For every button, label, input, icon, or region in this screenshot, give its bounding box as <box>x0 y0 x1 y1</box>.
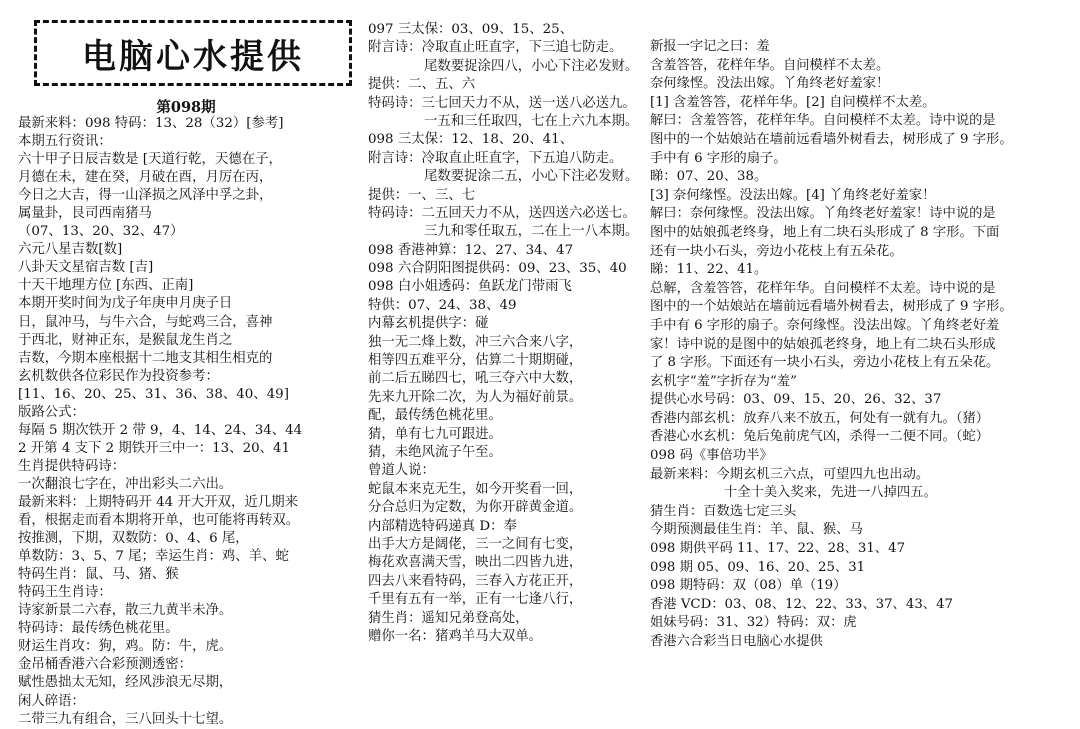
page-title: 电脑心水提供 <box>82 36 304 77</box>
column1-line: 赋性愚拙太无知，经风涉浪无尽期， <box>18 675 233 691</box>
column1-line: 本期五行资讯： <box>18 134 112 150</box>
column1-line: 生肖提供特码诗： <box>18 458 126 474</box>
column3-line: 手中有 6 字形的扇子。奈何缘悭。没法出嫁。丫角终老好羞 <box>650 317 1000 333</box>
column3-line: 新报一字记之曰：羞 <box>650 39 770 54</box>
column2-line: 特码诗：三七回天力不从，送一送八必送九。 <box>368 95 636 111</box>
column-middle <box>368 21 648 646</box>
column1-line: 于西北，财神正东，是猴鼠龙生肖之 <box>18 332 233 348</box>
column2-line: 曾道人说： <box>368 463 435 479</box>
column2-line: 提供：二、五、六 <box>368 77 476 93</box>
column1-line: 八卦天文星宿吉数 [吉] <box>18 260 154 276</box>
column2-line: 098 香港神算：12、27、34、47 <box>368 242 574 258</box>
column2-line: 提供：一、三、七 <box>368 187 476 203</box>
column2-line: 内部精选特码递真 D：奉 <box>368 518 517 534</box>
column-right <box>650 38 1070 652</box>
column3-line: 香港内部玄机：放弃八来不放五，何处有一就有九。（猪） <box>650 410 990 426</box>
column2-line: 赠你一名：猪鸡羊马大双单。 <box>368 628 543 644</box>
column1-line: 玄机数供各位彩民作为投资参考： <box>18 368 219 384</box>
column1-line: 版路公式： <box>18 404 85 420</box>
column1-line: 六十甲子日辰吉数是 [天道行乾，天德在子， <box>18 152 282 168</box>
column1-line: 诗家新景二六春，散三九黄半未净。 <box>18 603 233 619</box>
column3-line: 098 期供平码 11、17、22、28、31、47 <box>650 541 906 557</box>
column3-line: 香港心水玄机：兔后兔前虎气凶，杀得一二便不同。（蛇） <box>650 429 990 445</box>
column1-line: 财运生肖攻：狗，鸡。防：牛，虎。 <box>18 639 233 655</box>
column1-line: 二带三九有组合，三八回头十七望。 <box>18 711 233 727</box>
column3-line: 098 码《事倍功半》 <box>650 448 773 464</box>
column1-line: 吉数，今期本座根据十二地支其相生相克的 <box>18 350 273 366</box>
column1-line: 每隔 5 期次铁开 2 带 9，4、14、24、34、44 <box>18 422 303 438</box>
column3-line: 睇：11、22、41。 <box>650 262 768 278</box>
column1-line: 日，鼠冲马，与牛六合，与蛇鸡三合，喜神 <box>18 314 273 330</box>
column3-line: 最新来料：今期玄机三六点，可望四九也出动。 <box>650 466 930 482</box>
column2-line: 配，最传绣色桃花里。 <box>368 408 502 424</box>
column2-line: 附言诗：冷取直止旺直字，下五追八防走。 <box>368 150 623 166</box>
column3-line: 十全十美入奖来，先进一八掉四五。 <box>724 485 937 501</box>
column-left <box>18 115 370 729</box>
column2-line: 内幕玄机提供字：碰 <box>368 316 489 332</box>
column2-line: 出手大方是阔佬，三一之间有七变， <box>368 536 583 552</box>
column2-line: 猜，未绝风流子午至。 <box>368 444 502 460</box>
column1-line: 单数防：3、5、7 尾；幸运生肖：鸡、羊、蛇 <box>18 549 289 565</box>
column3-line: 今期预测最佳生肖：羊、鼠、猴、马 <box>650 522 863 538</box>
column3-line: 香港 VCD：03、08、12、22、33、37、43、47 <box>650 596 953 612</box>
column3-line: 含羞答答，花样年华。自问模样不太差。 <box>650 57 890 73</box>
column3-line: 图中的姑娘孤老终身，地上有二块石头形成了 8 字形。下面 <box>650 224 1000 240</box>
column2-line: 一五和三任取四，七在上六九本期。 <box>424 113 639 129</box>
column1-line: （07、13、20、32、47） <box>18 224 184 240</box>
column1-line: 最新来料：上期特码开 44 开大开双，近几期来 <box>18 494 298 510</box>
column3-line: 098 期 05、09、16、20、25、31 <box>650 559 866 575</box>
column3-line: 猜生肖：百数选七定三头 <box>650 503 797 519</box>
column2-line: 前二后五睇四七，吼三夺六中大数， <box>368 371 583 387</box>
column1-line: 一次翻浪七字在，冲出彩头二六出。 <box>18 476 233 492</box>
column1-line: 今日之大吉，得一山泽损之风泽中孚之卦， <box>18 188 273 204</box>
column2-line: 先来九开除二次，为人为福好前景。 <box>368 389 583 405</box>
column3-line: 总解，含羞答答，花样年华。自问模样不太差。诗中说的是 <box>650 280 996 296</box>
column3-line: [3] 奈何缘悭。没法出嫁。[4] 丫角终老好羞家！ <box>650 187 936 203</box>
column2-line: 098 三太保：12、18、20、41、 <box>368 132 574 148</box>
column1-line: 金吊桶香港六合彩预测透密： <box>18 657 193 673</box>
column2-line: 梅花欢喜满天雪，映出二四皆九进， <box>368 555 583 571</box>
column2-line: 098 白小姐透码：鱼跃龙门带雨飞 <box>368 279 572 295</box>
column2-line: 尾数要捉涂二五，小心下注必发财。 <box>424 169 639 185</box>
column2-line: 蛇鼠本来克无生，如今开奖看一回， <box>368 481 583 497</box>
column2-line: 独一无二烽上数，冲三六合来八字， <box>368 334 583 350</box>
column2-line: 098 六合阴阳图提供码：09、23、35、40 <box>368 261 627 277</box>
column1-line: 十天干地理方位 [东西、正南] <box>18 278 194 294</box>
column1-line: 特码王生肖诗： <box>18 585 112 601</box>
column3-line: 解曰：含羞答答，花样年华。自问模样不太差。诗中说的是 <box>650 113 996 129</box>
column2-line: 特码诗：二五回天力不从，送四送六必送七。 <box>368 205 636 221</box>
column2-line: 千里有五有一举，正有一七逢八行， <box>368 592 583 608</box>
column1-line: 本期开奖时间为戊子年庚申月庚子日 <box>18 296 233 312</box>
column3-line: 还有一块小石头，旁边小花枝上有五朵花。 <box>650 243 903 259</box>
column1-line: [11、16、20、25、31、36、38、40、49] <box>18 386 289 402</box>
column3-line: 解曰：奈何缘悭。没法出嫁。丫角终老好羞家！诗中说的是 <box>650 206 996 222</box>
column1-line: 最新来料：098 特码：13、28（32）[参考] <box>18 116 284 131</box>
column2-line: 附言诗：冷取直止旺直字，下三追七防走。 <box>368 40 623 56</box>
column2-line: 三九和零任取五，二在上一八本期。 <box>424 224 639 240</box>
column3-line: 了 8 字形。下面还有一块小石头，旁边小花枝上有五朵花。 <box>650 355 1000 371</box>
column2-line: 097 三太保：03、09、15、25、 <box>368 22 574 37</box>
column3-line: 香港六合彩当日电脑心水提供 <box>650 634 823 649</box>
column2-line: 猜，单有七九可跟进。 <box>368 426 502 442</box>
column3-line: 玄机字“羞”字折存为“羞” <box>650 373 797 389</box>
column1-line: 闲人碎语： <box>18 693 85 709</box>
column1-line: 六元八星吉数[数] <box>18 242 123 258</box>
column2-line: 特供：07、24、38、49 <box>368 297 517 313</box>
column3-line: 098 期特码：双（08）单（19） <box>650 578 847 594</box>
column1-line: 特码生肖：鼠、马、猪、猴 <box>18 567 179 583</box>
column3-line: 提供心水号码：03、09、15、20、26、32、37 <box>650 392 942 408</box>
column2-line: 分合总归为定数，为你开辟黄金道。 <box>368 500 583 516</box>
column3-line: 图中的一个姑娘站在墙前远看墙外树看去，树形成了 9 字形。 <box>650 131 1013 147</box>
column1-line: 看，根据走而看本期将开单，也可能将再转双。 <box>18 513 300 529</box>
column1-line: 按推测，下期，双数防：0、4、6 尾， <box>18 531 249 547</box>
column2-line: 猜生肖：遥知兄弟登高处， <box>368 610 529 626</box>
column1-line: 2 开第 4 支下 2 期铁开三中一：13、20、41 <box>18 440 291 456</box>
title-box <box>34 20 352 86</box>
column1-line: 特码诗：最传绣色桃花里。 <box>18 621 179 637</box>
column1-line: 属量卦，艮司西南猪马 <box>18 206 152 222</box>
column3-line: 家！诗中说的是图中的姑娘孤老终身，地上有二块石头形成 <box>650 336 996 352</box>
column3-line: 姐妹号码：31、32）特码：双：虎 <box>650 615 857 631</box>
column3-line: 奈何缘悭。没法出嫁。丫角终老好羞家！ <box>650 76 890 92</box>
column2-line: 相等四五难平分，估算二十期期碰， <box>368 353 583 369</box>
column1-line: 月德在未，建在癸，月破在酉，月厉在丙， <box>18 170 273 186</box>
column2-line: 尾数要捉涂四八，小心下注必发财。 <box>424 58 639 74</box>
issue-number: 第098期 <box>156 99 216 116</box>
column3-line: 睇：07、20、38。 <box>650 169 768 185</box>
column3-line: [1] 含羞答答，花样年华。[2] 自问模样不太差。 <box>650 94 936 110</box>
column2-line: 四去八来看特码，三春入方花正开， <box>368 573 583 589</box>
column3-line: 手中有 6 字形的扇子。 <box>650 150 787 166</box>
column3-line: 图中的一个姑娘站在墙前远看墙外树看去，树形成了 9 字形。 <box>650 299 1013 315</box>
